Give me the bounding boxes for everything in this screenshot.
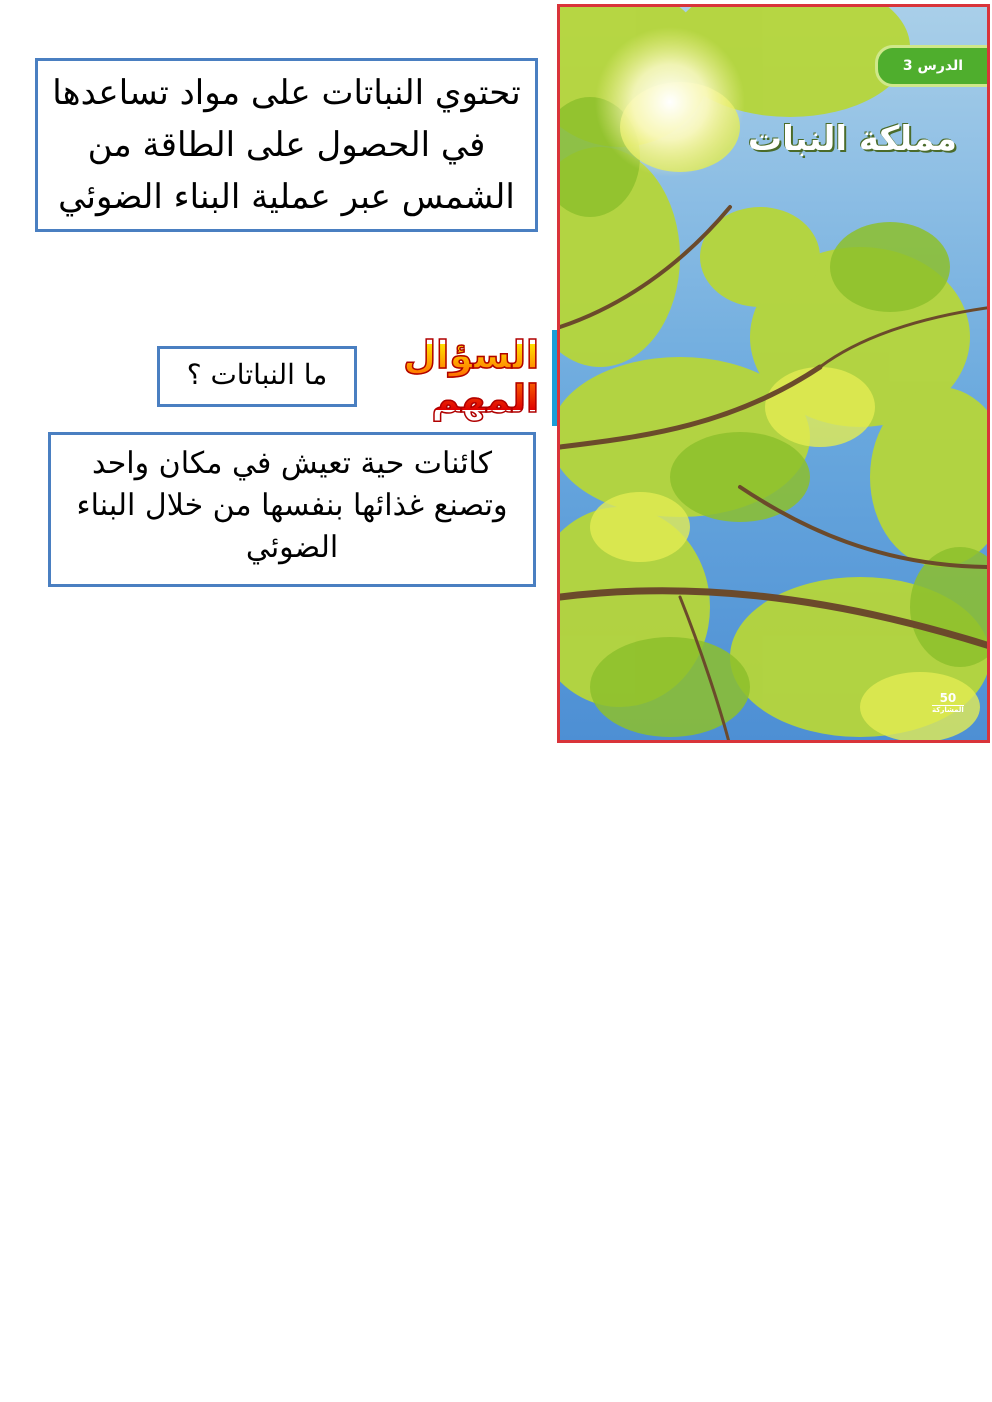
intro-text-box <box>35 58 538 232</box>
tree-canopy-illustration <box>560 7 990 743</box>
page-caption: المشاركة <box>932 706 964 714</box>
cover-title: مملكة النبات <box>747 119 957 159</box>
lesson-cover-image <box>557 4 990 743</box>
page-number <box>932 691 964 714</box>
page-number-value: 50 <box>932 691 964 706</box>
lesson-badge: الدرس 3 <box>875 45 990 87</box>
question-box <box>157 346 357 407</box>
essential-question-label: السؤال المهم <box>357 344 539 410</box>
intro-text: تحتوي النباتات على مواد تساعدها في الحصول على الطاقة من الشمس عبر عملية البناء الضوئي <box>52 73 521 217</box>
answer-text: كائنات حية تعيش في مكان واحد وتصنع غذائها بنفسها من خلال البناء الضوئي <box>76 446 508 565</box>
question-text: ما النباتات ؟ <box>186 358 328 391</box>
answer-box <box>48 432 536 587</box>
